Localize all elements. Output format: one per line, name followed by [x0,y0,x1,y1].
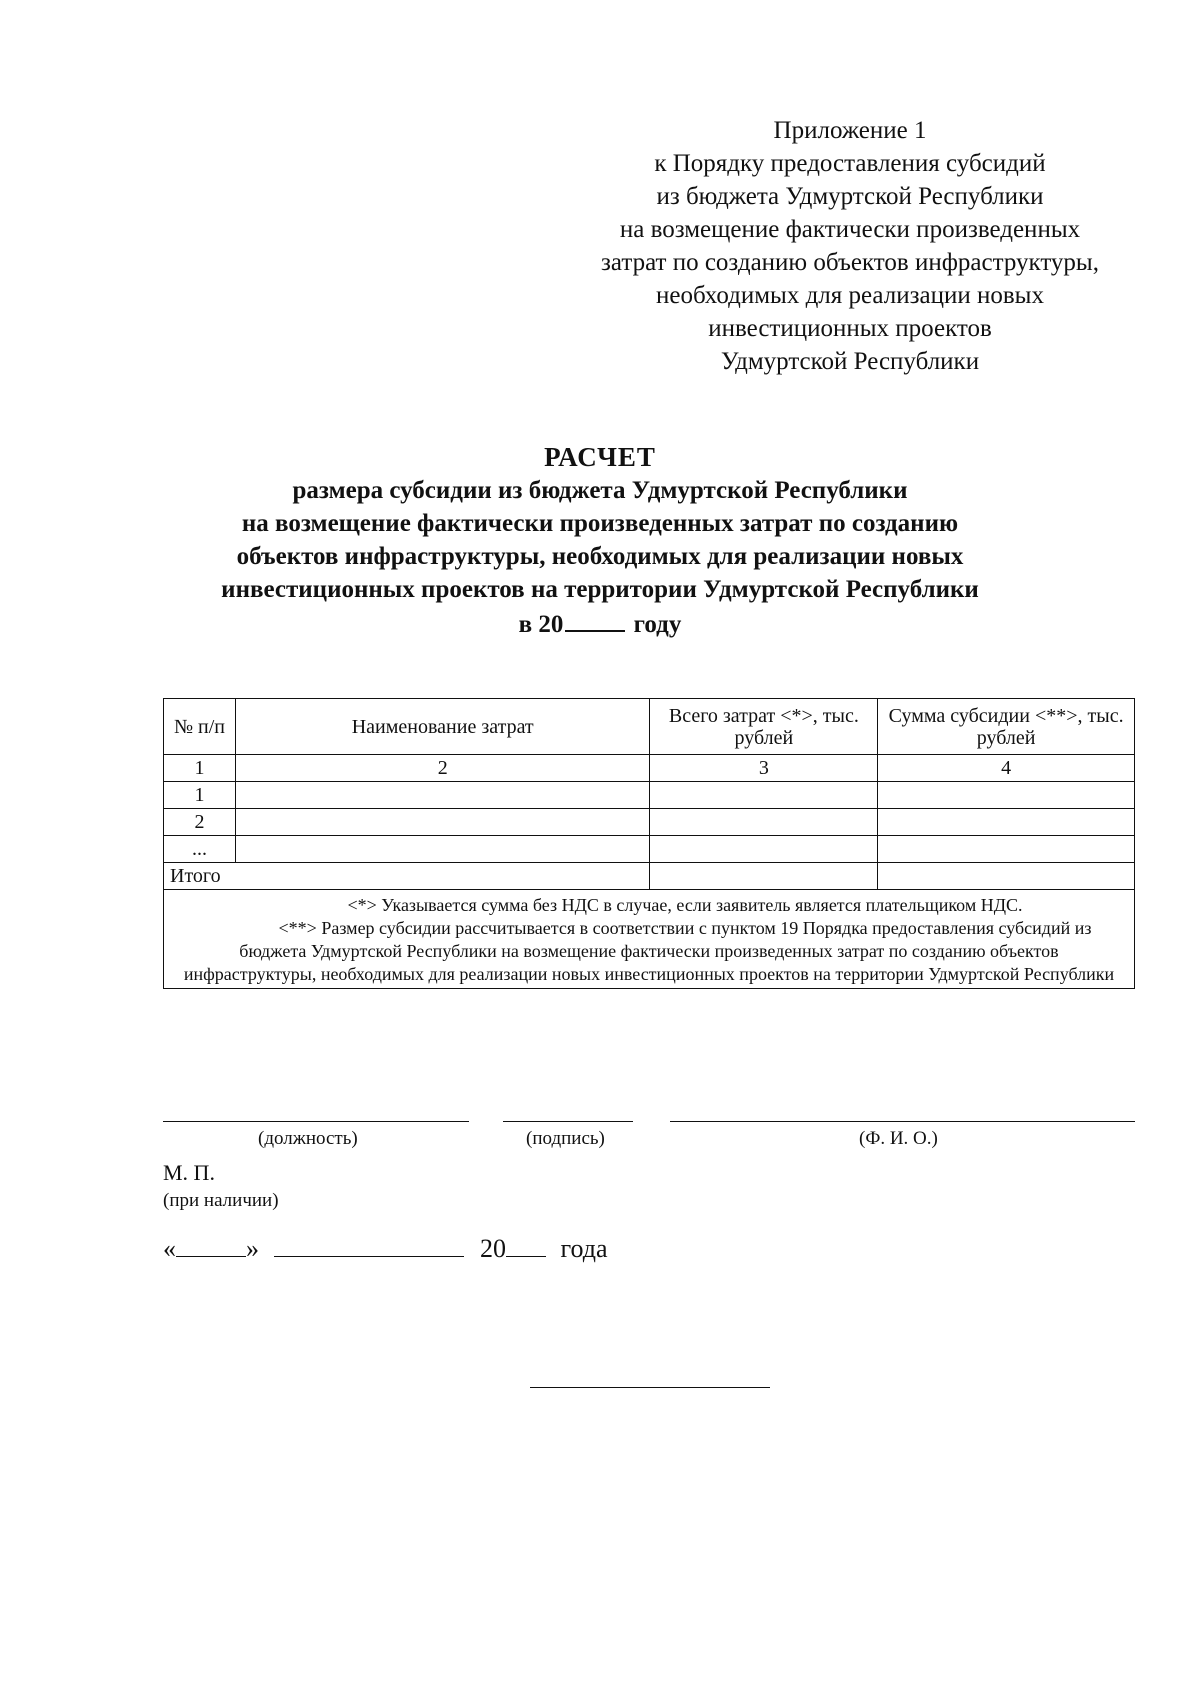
row-total-cell[interactable] [650,836,878,863]
row-num: 1 [164,782,236,809]
annex-line: к Порядку предоставления субсидий [654,150,1046,177]
row-name-cell[interactable] [235,836,650,863]
table-row [164,809,1135,836]
end-divider [530,1387,770,1388]
month-blank[interactable] [274,1232,464,1257]
row-name-cell[interactable] [235,782,650,809]
title-line: на возмещение фактически произведенных затрат по созданию [241,510,959,537]
title-year-suffix: году [633,611,682,638]
notes-row [164,890,1135,989]
annex-line: из бюджета Удмуртской Республики [656,183,1044,210]
row-subsidy-cell[interactable] [878,809,1135,836]
annex-line: инвестиционных проектов [708,315,992,342]
name-line[interactable] [670,1121,1135,1122]
row-num: ... [164,836,236,863]
total-label: Итого [164,863,650,890]
header-num: № п/п [164,699,236,755]
row-num: 2 [164,809,236,836]
column-number: 4 [878,755,1135,782]
header-subsidy: Сумма субсидии <**>, тыс. рублей [878,699,1135,755]
position-line[interactable] [163,1121,469,1122]
title-year-prefix: в 20 [518,611,564,638]
title-line: объектов инфраструктуры, необходимых для реализации новых [236,543,964,570]
date-close-quote: » [246,1234,259,1263]
seal-note: (при наличии) [163,1190,279,1211]
note-vat: <*> Указывается сумма без НДС в случае, если заявитель является плательщиком НДС. [347,895,1023,915]
row-subsidy-cell[interactable] [878,836,1135,863]
title-main: РАСЧЕТ [544,442,656,472]
signature-caption: (подпись) [526,1128,605,1149]
seal-label: М. П. [163,1160,215,1185]
total-row [164,863,1135,890]
header-name: Наименование затрат [235,699,650,755]
note-subsidy: <**> Размер субсидии рассчитывается в соответствии с пунктом 19 Порядка предоставления субсидий из бюджета Удмуртской Республики на возмещение фактически произведенных затрат по созданию объектов инфраструктуры, необходимых для реализации новых инвестиционных проектов на территории Удмуртской Республики [183,918,1115,984]
annex-line: Удмуртской Республики [720,348,980,375]
total-subsidy-cell[interactable] [878,863,1135,890]
day-blank[interactable] [176,1232,246,1257]
table-header-row [164,699,1135,755]
column-number: 3 [650,755,878,782]
row-subsidy-cell[interactable] [878,782,1135,809]
table-notes [164,890,1135,989]
table-row [164,782,1135,809]
date-open-quote: « [163,1234,176,1263]
column-number: 1 [164,755,236,782]
header-total: Всего затрат <*>, тыс. рублей [650,699,878,755]
name-caption: (Ф. И. О.) [859,1128,938,1149]
year-blank[interactable] [565,606,625,632]
date-year-suffix: года [560,1234,608,1263]
column-number-row [164,755,1135,782]
column-number: 2 [235,755,650,782]
date-year-prefix: 20 [480,1234,506,1263]
year-blank[interactable] [506,1232,546,1257]
annex-line: затрат по созданию объектов инфраструктуры, [601,249,1099,276]
title-year-line [150,606,1050,641]
annex-header [560,114,1140,378]
row-total-cell[interactable] [650,782,878,809]
position-caption: (должность) [258,1128,358,1149]
date-line [163,1232,608,1264]
signature-line[interactable] [503,1121,633,1122]
annex-line: необходимых для реализации новых [656,282,1044,309]
row-total-cell[interactable] [650,809,878,836]
row-name-cell[interactable] [235,809,650,836]
total-sum-cell[interactable] [650,863,878,890]
annex-line: Приложение 1 [773,117,927,144]
calculation-table [163,698,1135,989]
title-line: размера субсидии из бюджета Удмуртской Республики [292,477,908,504]
annex-line: на возмещение фактически произведенных [619,216,1081,243]
document-title [150,440,1050,641]
title-line: инвестиционных проектов на территории Удмуртской Республики [221,576,979,603]
table-row [164,836,1135,863]
